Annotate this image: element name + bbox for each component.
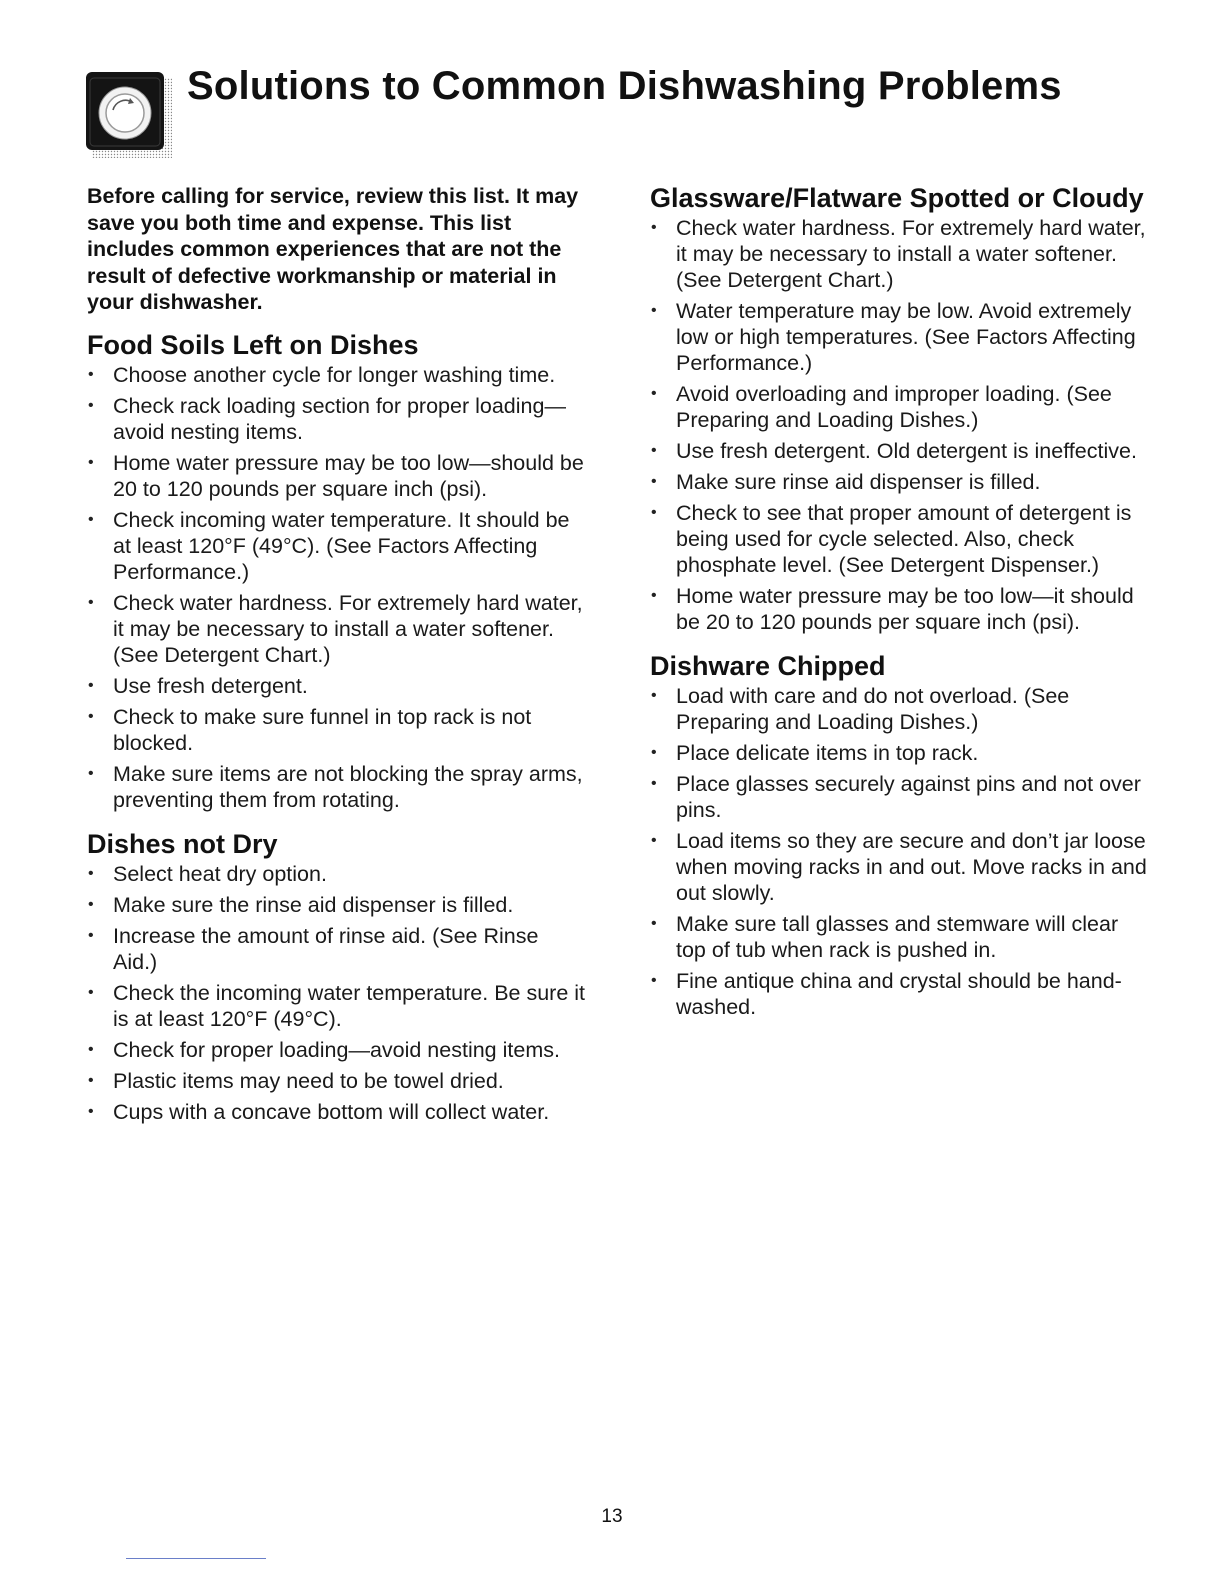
list-item: • Load with care and do not overload. (See Preparing and Loading Dishes.): [650, 683, 1150, 735]
list-item: • Check water hardness. For extremely hard water, it may be necessary to install a water softener. (See Detergent Chart.): [650, 215, 1150, 293]
section-title-food-soils: Food Soils Left on Dishes: [87, 329, 419, 360]
right-column: [650, 181, 1150, 1034]
list-item: • Check rack loading section for proper loading—avoid nesting items.: [87, 393, 587, 445]
food-soils-list: [87, 362, 587, 813]
list-item: • Use fresh detergent.: [87, 673, 587, 699]
list-item: • Make sure the rinse aid dispenser is filled.: [87, 892, 587, 918]
list-item: • Choose another cycle for longer washing time.: [87, 362, 587, 388]
list-item: • Plastic items may need to be towel dried.: [87, 1068, 587, 1094]
section-title-dishes-not-dry: Dishes not Dry: [87, 828, 278, 859]
list-item: • Make sure items are not blocking the spray arms, preventing them from rotating.: [87, 761, 587, 813]
dishware-chipped-list: [650, 683, 1150, 1020]
list-item: • Check the incoming water temperature. Be sure it is at least 120°F (49°C).: [87, 980, 587, 1032]
footer-divider: [126, 1558, 266, 1559]
list-item: • Check water hardness. For extremely hard water, it may be necessary to install a water softener. (See Detergent Chart.): [87, 590, 587, 668]
list-item: • Check for proper loading—avoid nesting items.: [87, 1037, 587, 1063]
list-item: • Make sure tall glasses and stemware will clear top of tub when rack is pushed in.: [650, 911, 1150, 963]
list-item: • Home water pressure may be too low—it should be 20 to 120 pounds per square inch (psi).: [650, 583, 1150, 635]
list-item: • Select heat dry option.: [87, 861, 587, 887]
list-item: • Check to make sure funnel in top rack is not blocked.: [87, 704, 587, 756]
page-title: Solutions to Common Dishwashing Problems: [187, 64, 1062, 108]
list-item: • Cups with a concave bottom will collect water.: [87, 1099, 587, 1125]
page-number: 13: [601, 1506, 623, 1527]
list-item: • Water temperature may be low. Avoid extremely low or high temperatures. (See Factors Affecting Performance.): [650, 298, 1150, 376]
list-item: • Use fresh detergent. Old detergent is ineffective.: [650, 438, 1150, 464]
section-title-dishware-chipped: Dishware Chipped: [650, 651, 886, 681]
list-item: • Check to see that proper amount of detergent is being used for cycle selected. Also, check phosphate level. (See Detergent Dispenser.): [650, 500, 1150, 578]
list-item: • Make sure rinse aid dispenser is filled.: [650, 469, 1150, 495]
list-item: • Check incoming water temperature. It should be at least 120°F (49°C). (See Factors Affecting Performance.): [87, 507, 587, 585]
section-title-glassware-spotted: Glassware/Flatware Spotted or Cloudy: [650, 183, 1144, 213]
list-item: • Load items so they are secure and don’t jar loose when moving racks in and out. Move racks in and out slowly.: [650, 828, 1150, 906]
list-item: • Avoid overloading and improper loading. (See Preparing and Loading Dishes.): [650, 381, 1150, 433]
list-item: • Increase the amount of rinse aid. (See Rinse Aid.): [87, 923, 587, 975]
list-item: • Home water pressure may be too low—should be 20 to 120 pounds per square inch (psi).: [87, 450, 587, 502]
dishwasher-troubleshooting-icon: [86, 72, 172, 158]
list-item: • Fine antique china and crystal should be hand-washed.: [650, 968, 1150, 1020]
glassware-spotted-list: [650, 215, 1150, 635]
list-item: • Place glasses securely against pins and not over pins.: [650, 771, 1150, 823]
left-column: [87, 183, 587, 1139]
intro-paragraph: Before calling for service, review this list. It may save you both time and expense. This list includes common experiences that are not the result of defective workmanship or material in your dishwasher.: [87, 184, 579, 314]
list-item: • Place delicate items in top rack.: [650, 740, 1150, 766]
dishes-not-dry-list: [87, 861, 587, 1125]
